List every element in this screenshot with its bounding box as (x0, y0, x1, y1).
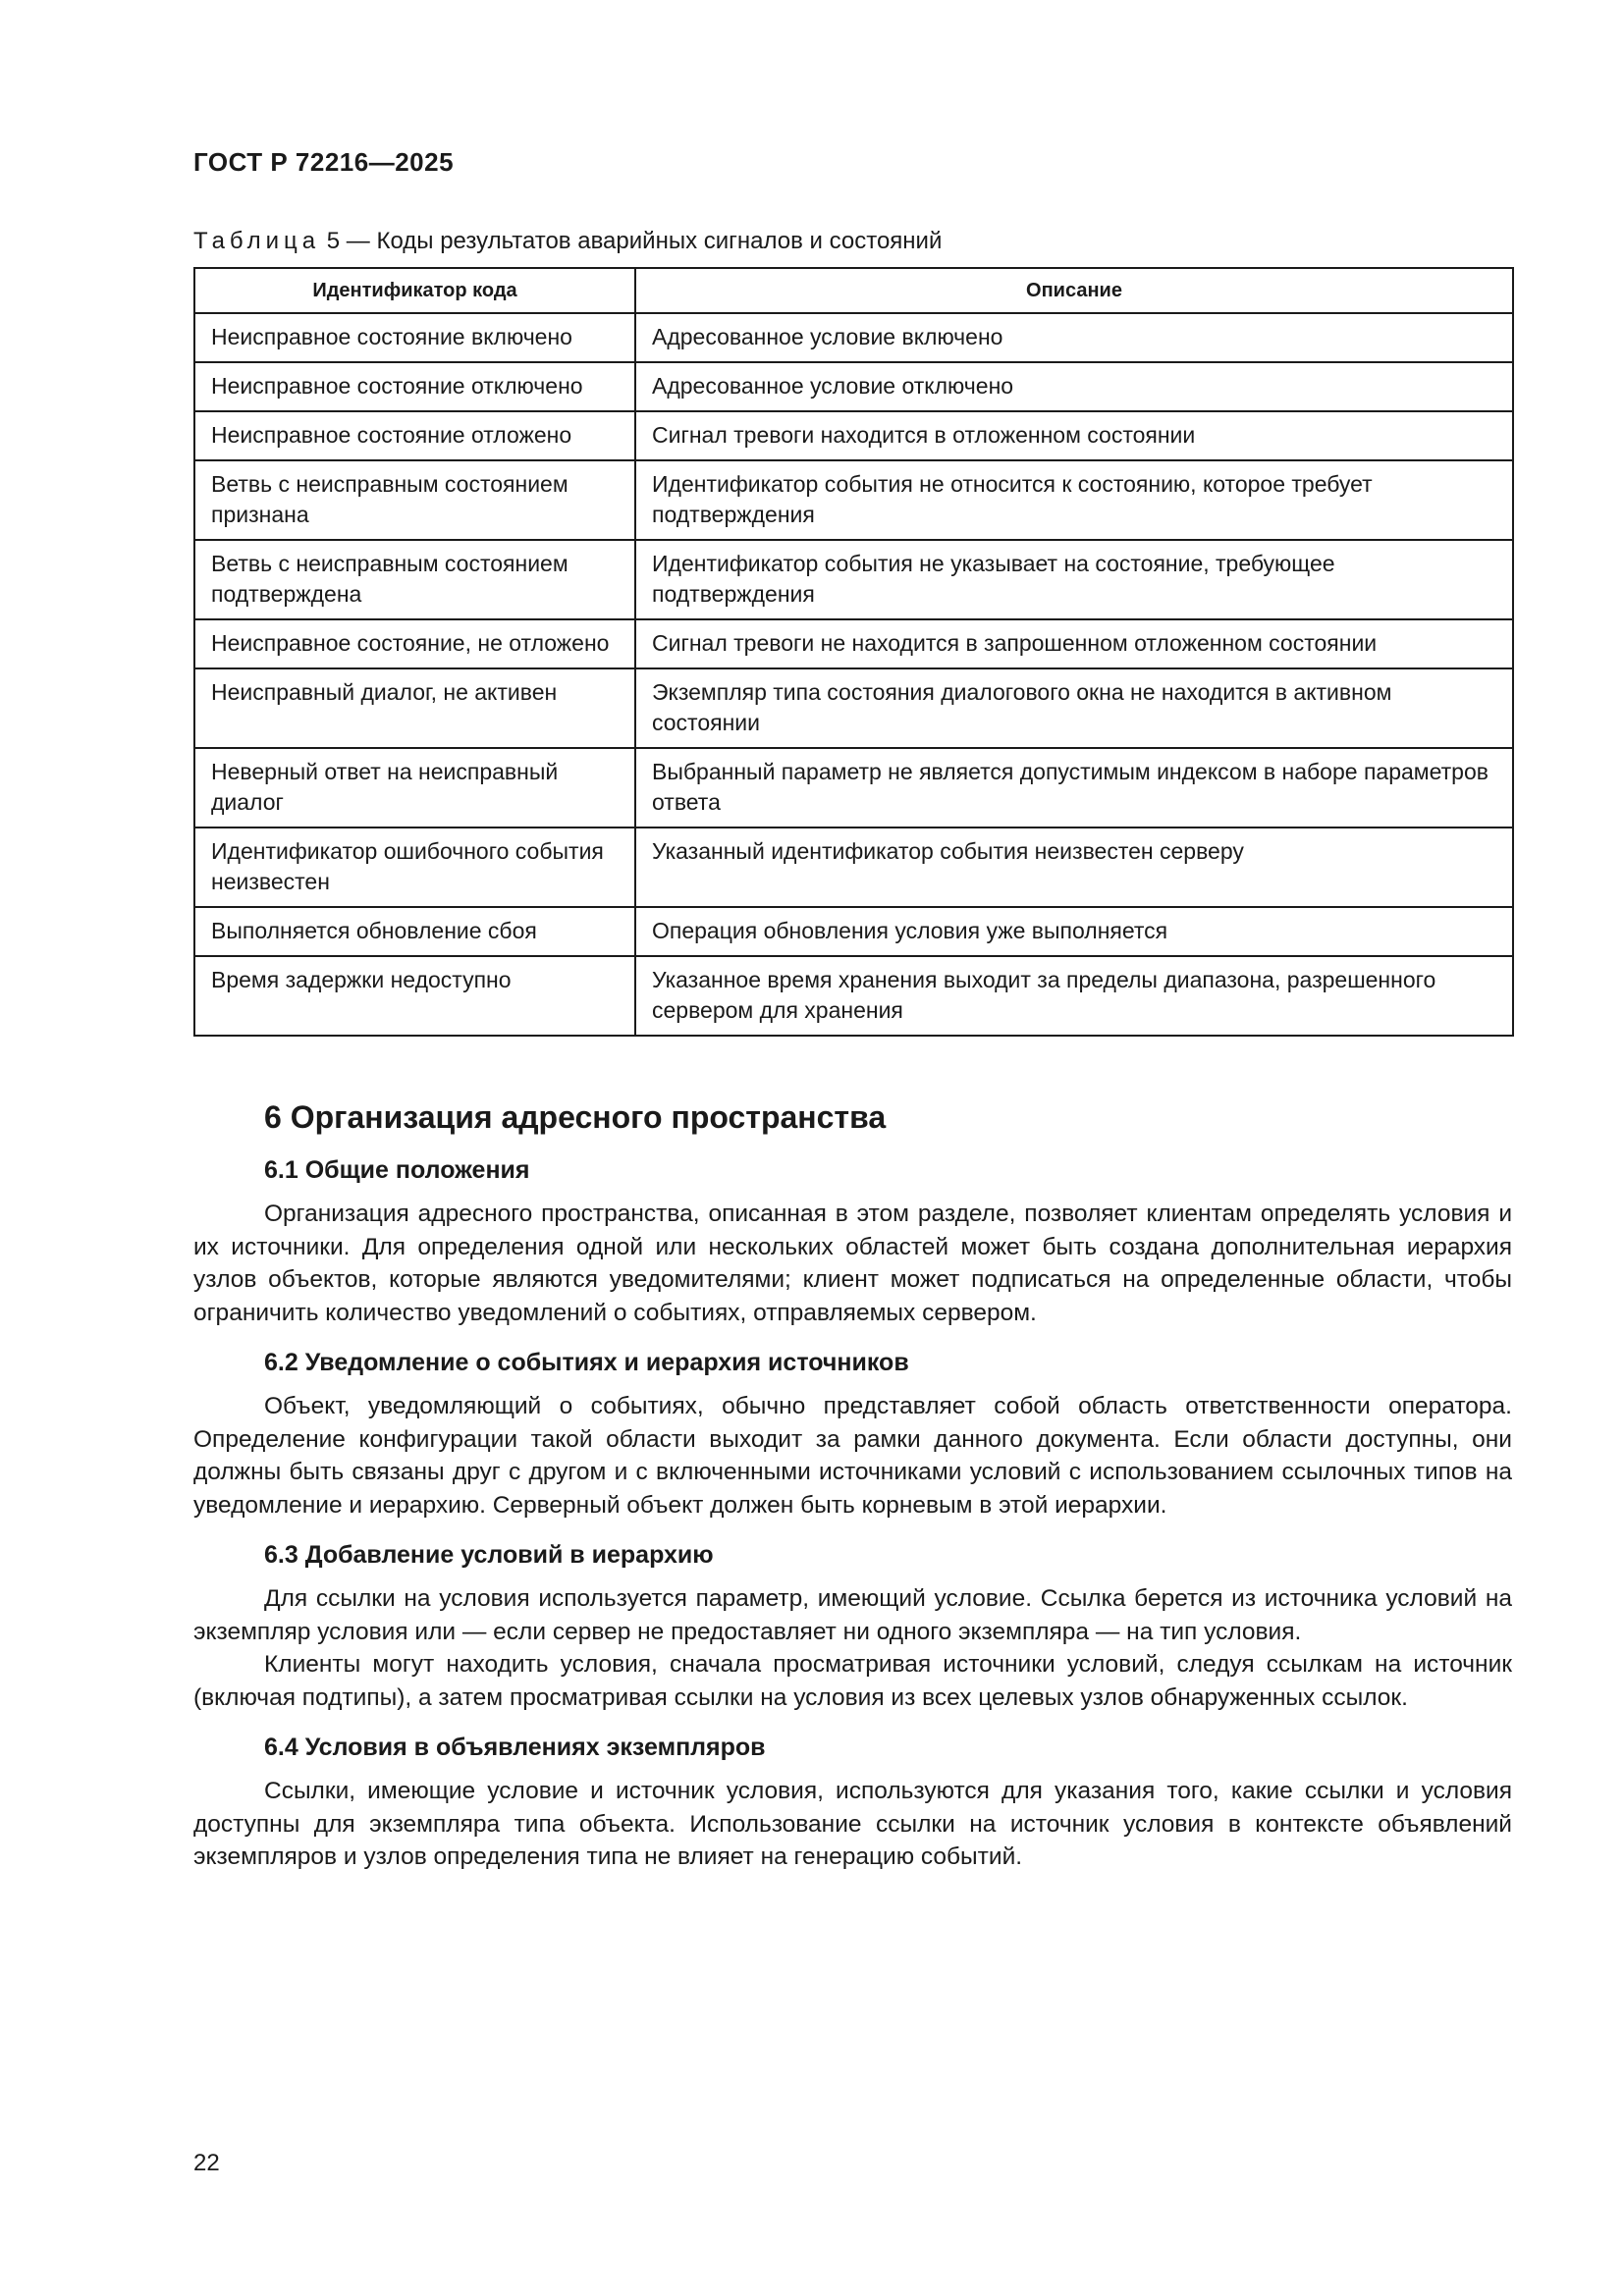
table-cell-code: Неисправное состояние отключено (194, 362, 635, 411)
table-row (194, 619, 1513, 668)
table-caption (193, 228, 942, 255)
section-6-body (193, 1094, 1512, 1874)
table-cell-code: Идентификатор ошибочного события неизвестен (194, 828, 635, 907)
table-row (194, 540, 1513, 619)
table-caption-text: 5 — Коды результатов аварийных сигналов и состояний (326, 228, 943, 254)
table-row (194, 362, 1513, 411)
page-number: 22 (193, 2150, 220, 2176)
table-cell-description: Указанное время хранения выходит за пределы диапазона, разрешенного сервером для хранения (635, 956, 1513, 1036)
paragraph: Клиенты могут находить условия, сначала просматривая источники условий, следуя ссылкам на источник (включая подтипы), а затем просматривая ссылки на условия из всех целевых узлов обнаруженных ссылок. (193, 1651, 1512, 1711)
table-row (194, 956, 1513, 1036)
document-id: ГОСТ Р 72216—2025 (193, 147, 455, 177)
table-cell-code: Неисправное состояние, не отложено (194, 619, 635, 668)
result-codes-table (193, 267, 1514, 1037)
subsection-heading-6-4: 6.4 Условия в объявлениях экземпляров (264, 1734, 766, 1761)
table-cell-code: Неверный ответ на неисправный диалог (194, 748, 635, 828)
table-cell-description: Операция обновления условия уже выполняется (635, 907, 1513, 956)
table-cell-code: Неисправный диалог, не активен (194, 668, 635, 748)
paragraph: Объект, уведомляющий о событиях, обычно представляет собой область ответственности оператора. Определение конфигурации такой области выходит за рамки данного документа. Если области доступны, они должны быть связаны друг с другом и с включенными источниками условий с использованием ссылочных типов на уведомление и иерархию. Серверный объект должен быть корневым в этой иерархии. (193, 1393, 1512, 1519)
table-cell-code: Ветвь с неисправным состоянием подтверждена (194, 540, 635, 619)
table-row (194, 313, 1513, 362)
table-row (194, 668, 1513, 748)
table-cell-description: Адресованное условие отключено (635, 362, 1513, 411)
table-caption-prefix: Таблица (193, 228, 321, 254)
table-cell-description: Выбранный параметр не является допустимым индексом в наборе параметров ответа (635, 748, 1513, 828)
column-header-code-id: Идентификатор кода (194, 268, 635, 313)
table-cell-description: Идентификатор события не указывает на состояние, требующее подтверждения (635, 540, 1513, 619)
subsection-heading-6-3: 6.3 Добавление условий в иерархию (264, 1541, 714, 1569)
table-cell-description: Адресованное условие включено (635, 313, 1513, 362)
table-cell-description: Указанный идентификатор события неизвестен серверу (635, 828, 1513, 907)
subsection-heading-6-2: 6.2 Уведомление о событиях и иерархия источников (264, 1349, 909, 1376)
section-heading: 6 Организация адресного пространства (264, 1099, 887, 1135)
table-row (194, 748, 1513, 828)
table-cell-description: Идентификатор события не относится к состоянию, которое требует подтверждения (635, 460, 1513, 540)
table-row (194, 460, 1513, 540)
table-row (194, 907, 1513, 956)
table-cell-code: Время задержки недоступно (194, 956, 635, 1036)
paragraph: Организация адресного пространства, описанная в этом разделе, позволяет клиентам определять условия и их источники. Для определения одной или нескольких областей может быть создана дополнительная иерархия узлов объектов, которые являются уведомителями; клиент может подписаться на определенные области, чтобы ограничить количество уведомлений о событиях, отправляемых сервером. (193, 1201, 1512, 1326)
table-header-row (194, 268, 1513, 313)
table-cell-code: Неисправное состояние включено (194, 313, 635, 362)
table-row (194, 411, 1513, 460)
subsection-heading-6-1: 6.1 Общие положения (264, 1156, 530, 1184)
table-row (194, 828, 1513, 907)
column-header-description: Описание (635, 268, 1513, 313)
table-cell-code: Выполняется обновление сбоя (194, 907, 635, 956)
paragraph: Для ссылки на условия используется параметр, имеющий условие. Ссылка берется из источника условий на экземпляр условия или — если сервер не предоставляет ни одного экземпляра — на тип условия. (193, 1585, 1512, 1645)
table-cell-description: Экземпляр типа состояния диалогового окна не находится в активном состоянии (635, 668, 1513, 748)
table-cell-description: Сигнал тревоги не находится в запрошенном отложенном состоянии (635, 619, 1513, 668)
paragraph: Ссылки, имеющие условие и источник условия, используются для указания того, какие ссылки и условия доступны для экземпляра типа объекта. Использование ссылки на источник условия в контексте объявлений экземпляров и узлов определения типа не влияет на генерацию событий. (193, 1778, 1512, 1870)
table-cell-code: Ветвь с неисправным состоянием признана (194, 460, 635, 540)
table-cell-code: Неисправное состояние отложено (194, 411, 635, 460)
table-cell-description: Сигнал тревоги находится в отложенном состоянии (635, 411, 1513, 460)
